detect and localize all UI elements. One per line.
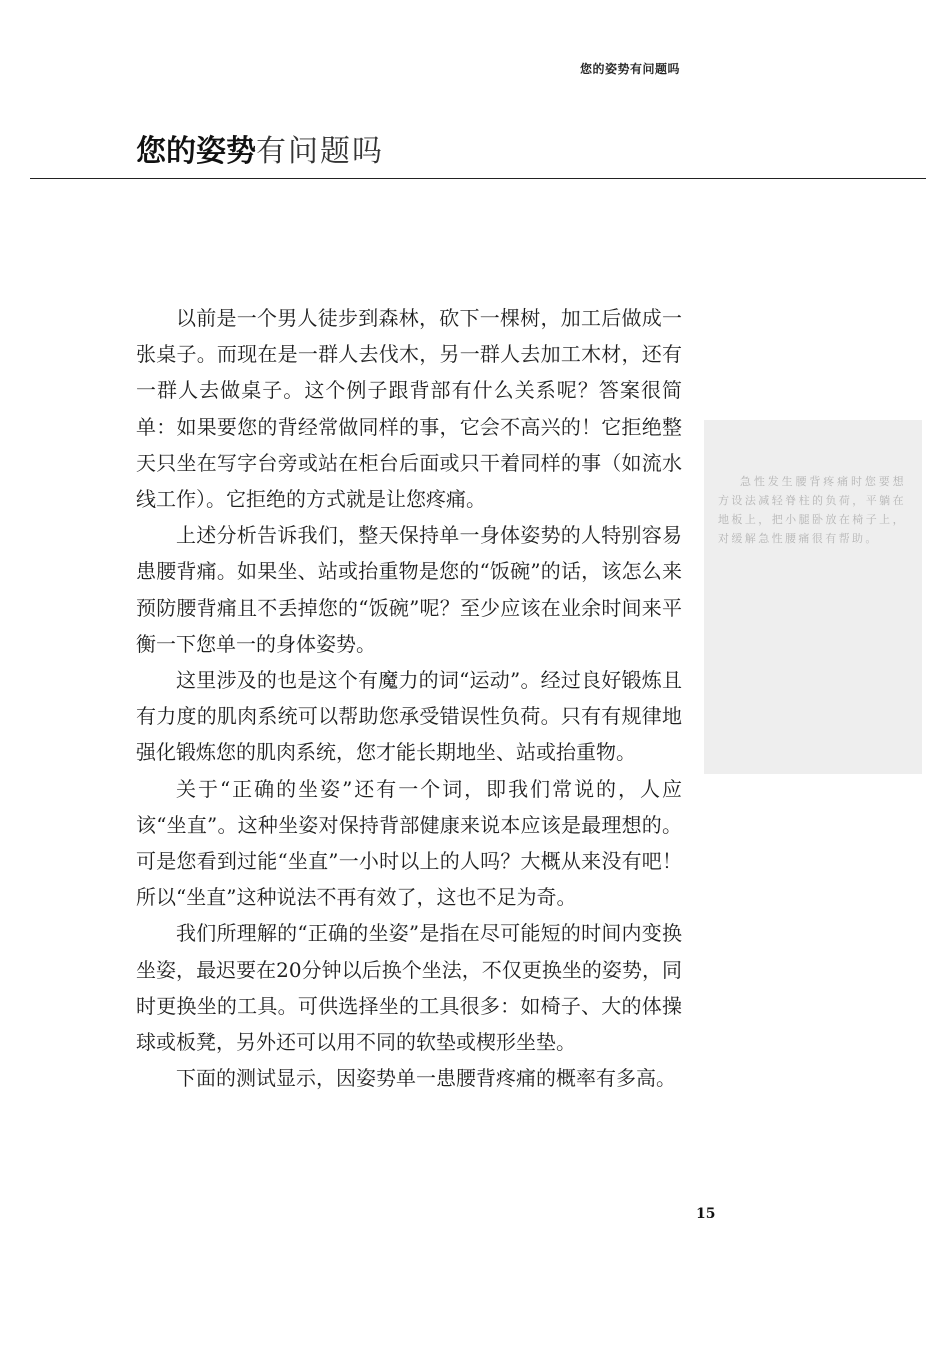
page-number: 15	[696, 1206, 716, 1222]
sidebar-note-box	[704, 420, 922, 774]
chapter-title-light: 有问题吗	[256, 134, 384, 169]
title-divider	[30, 178, 926, 179]
chapter-title	[136, 132, 384, 172]
paragraph-4: 关于“正确的坐姿”还有一个词，即我们常说的，人应该“坐直”。这种坐姿对保持背部健康来说本应该是最理想的。可是您看到过能“坐直”一小时以上的人吗？大概从来没有吧！所以“坐直”这种说法不再有效了，这也不足为奇。	[136, 776, 682, 910]
body-text	[136, 300, 682, 1096]
paragraph-6: 下面的测试显示，因姿势单一患腰背疼痛的概率有多高。	[176, 1066, 676, 1091]
sidebar-note-text: 急性发生腰背疼痛时您要想方设法减轻脊柱的负荷，平躺在地板上，把小腿卧放在椅子上，对缓解急性腰痛很有帮助。	[718, 475, 906, 545]
paragraph-3: 这里涉及的也是这个有魔力的词“运动”。经过良好锻炼且有力度的肌肉系统可以帮助您承受错误性负荷。只有有规律地强化锻炼您的肌肉系统，您才能长期地坐、站或抬重物。	[136, 668, 682, 765]
paragraph-2: 上述分析告诉我们，整天保持单一身体姿势的人特别容易患腰背痛。如果坐、站或抬重物是您的“饭碗”的话，该怎么来预防腰背痛且不丢掉您的“饭碗”呢？至少应该在业余时间来平衡一下您单一的身体姿势。	[136, 523, 682, 656]
chapter-title-bold: 您的姿势	[136, 134, 256, 169]
paragraph-5: 我们所理解的“正确的坐姿”是指在尽可能短的时间内变换坐姿，最迟要在20分钟以后换个坐法，不仅更换坐的姿势，同时更换坐的工具。可供选择坐的工具很多：如椅子、大的体操球或板凳，另外还可以用不同的软垫或楔形坐垫。	[136, 921, 682, 1055]
paragraph-1: 以前是一个男人徒步到森林，砍下一棵树，加工后做成一张桌子。而现在是一群人去伐木，另一群人去加工木材，还有一群人去做桌子。这个例子跟背部有什么关系呢？答案很简单：如果要您的背经常做同样的事，它会不高兴的！它拒绝整天只坐在写字台旁或站在柜台后面或只干着同样的事（如流水线工作）。它拒绝的方式就是让您疼痛。	[136, 306, 682, 512]
running-header: 您的姿势有问题吗	[580, 62, 681, 76]
